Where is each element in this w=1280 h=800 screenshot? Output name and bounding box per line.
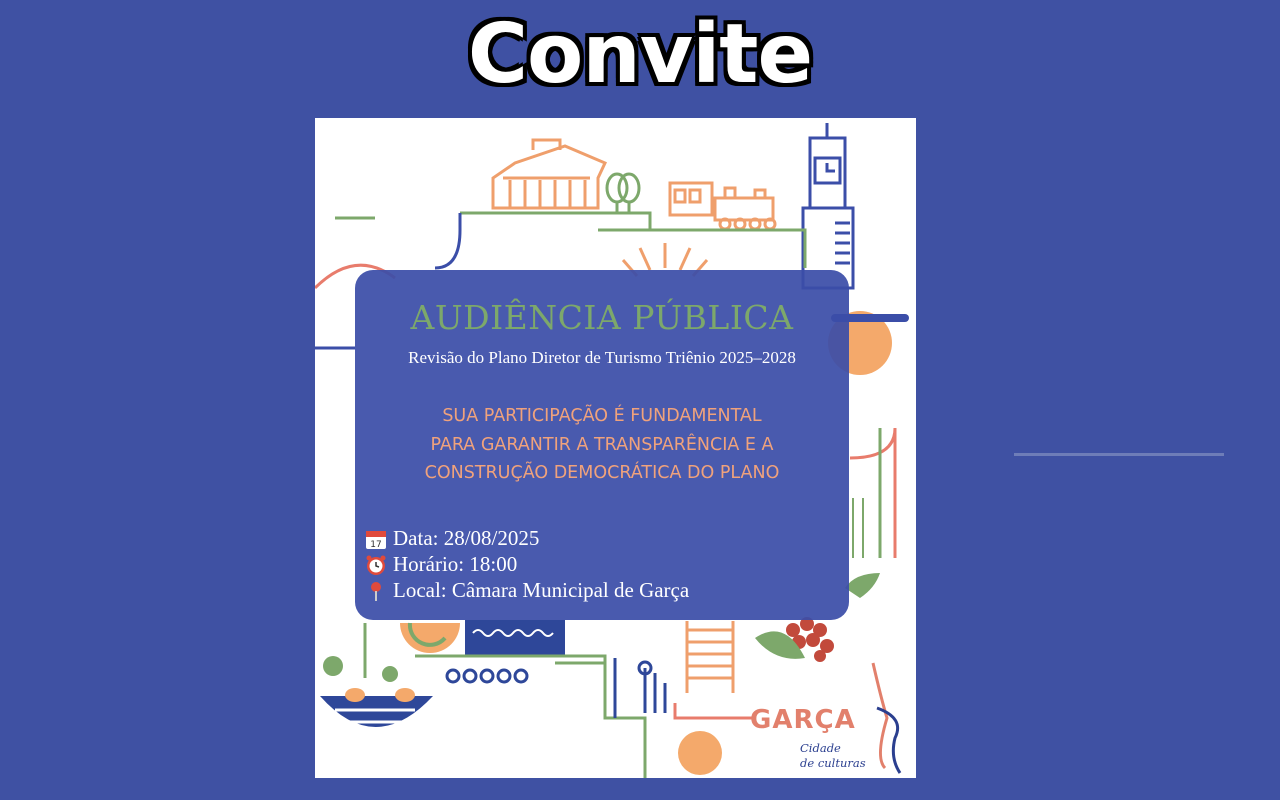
- svg-text:17: 17: [370, 539, 382, 550]
- event-date: 17 Data: 28/08/2025: [365, 526, 539, 551]
- lake-illustration: [320, 656, 433, 734]
- event-subtitle: Revisão do Plano Diretor de Turismo Triênio 2025–2028: [408, 348, 796, 367]
- event-time: Horário: 18:00: [365, 552, 517, 577]
- event-location: Local: Câmara Municipal de Garça: [365, 578, 689, 603]
- pin-icon: [365, 580, 387, 602]
- page-title: Convite: [467, 7, 813, 102]
- garca-logo-tagline: Cidade de culturas: [800, 741, 866, 770]
- garca-logo-text: GARÇA: [750, 705, 856, 735]
- event-heading: AUDIÊNCIA PÚBLICA: [410, 298, 794, 337]
- stairs-illustration: [687, 621, 733, 693]
- museum-illustration: [493, 140, 605, 208]
- decorative-divider: [1014, 453, 1224, 456]
- tree-illustration: [607, 174, 639, 212]
- participation-message: SUA PARTICIPAÇÃO É FUNDAMENTAL PARA GARANTIR A TRANSPARÊNCIA E A CONSTRUÇÃO DEMOCRÁTICA DO PLANO: [424, 406, 780, 483]
- alarm-clock-icon: [365, 554, 387, 576]
- invitation-poster: [315, 118, 916, 778]
- event-info-card: [355, 270, 849, 620]
- clock-tower-illustration: [803, 123, 853, 288]
- circles-row-decoration: [447, 670, 527, 682]
- calendar-icon: [365, 528, 387, 550]
- train-illustration: [670, 183, 775, 229]
